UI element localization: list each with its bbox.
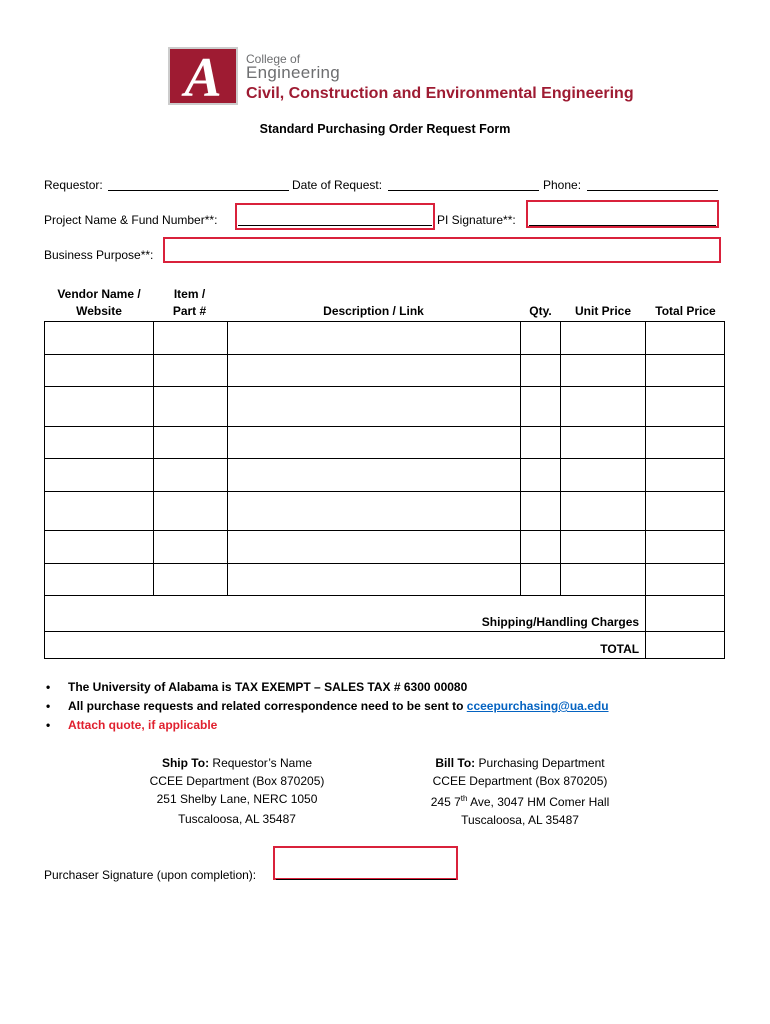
- qty-cell[interactable]: [521, 459, 561, 492]
- bill-to-label: Bill To:: [435, 756, 476, 770]
- ship-to-block: [137, 754, 337, 828]
- total-price-cell[interactable]: [646, 427, 725, 459]
- qty-cell[interactable]: [521, 322, 561, 355]
- vendor-cell[interactable]: [45, 531, 154, 564]
- item-cell[interactable]: [153, 564, 227, 596]
- ship-to-name: Requestor’s Name: [212, 756, 313, 770]
- bill-to-street: 245 7th Ave, 3047 HM Comer Hall: [430, 794, 610, 809]
- item-cell[interactable]: [153, 322, 227, 355]
- email-link[interactable]: cceepurchasing@ua.edu: [466, 699, 609, 713]
- note-correspondence: • All purchase requests and related correspondence need to be sent to cceepurchasing@ua.edu: [46, 697, 609, 716]
- table-row: [45, 322, 725, 355]
- pi-signature-label: PI Signature**:: [437, 213, 516, 227]
- header-unit-price: Unit Price: [574, 304, 631, 318]
- requestor-field[interactable]: [108, 190, 289, 191]
- vendor-cell[interactable]: [45, 387, 154, 427]
- shipping-label: Shipping/Handling Charges: [45, 596, 646, 632]
- purchaser-signature-label: Purchaser Signature (upon completion):: [44, 868, 257, 882]
- vendor-cell[interactable]: [45, 492, 154, 531]
- qty-cell[interactable]: [521, 427, 561, 459]
- bill-to-dept: CCEE Department (Box 870205): [432, 774, 608, 788]
- note-quote: • Attach quote, if applicable: [46, 716, 609, 735]
- description-cell[interactable]: [227, 492, 521, 531]
- table-row: [45, 459, 725, 492]
- ship-to-street: 251 Shelby Lane, NERC 1050: [156, 792, 318, 806]
- phone-field[interactable]: [587, 190, 718, 191]
- unit-price-cell[interactable]: [561, 387, 646, 427]
- total-row: [45, 632, 725, 659]
- qty-cell[interactable]: [521, 387, 561, 427]
- vendor-cell[interactable]: [45, 427, 154, 459]
- table-row: [45, 427, 725, 459]
- table-row: [45, 564, 725, 596]
- business-purpose-field[interactable]: [163, 237, 721, 263]
- description-cell[interactable]: [227, 459, 521, 492]
- shipping-row: [45, 596, 725, 632]
- bullet-icon: •: [46, 699, 51, 713]
- unit-price-cell[interactable]: [561, 322, 646, 355]
- shipping-cell[interactable]: [646, 596, 725, 632]
- total-price-cell[interactable]: [646, 459, 725, 492]
- ship-to-dept: CCEE Department (Box 870205): [149, 774, 325, 788]
- business-purpose-label: Business Purpose**:: [44, 248, 154, 262]
- table-row: [45, 355, 725, 387]
- pi-signature-field[interactable]: [526, 200, 719, 228]
- vendor-cell[interactable]: [45, 459, 154, 492]
- form-title: Standard Purchasing Order Request Form: [259, 122, 511, 136]
- notes-list: [46, 678, 609, 735]
- unit-price-cell[interactable]: [561, 492, 646, 531]
- header-item: Item / Part #: [172, 287, 207, 318]
- purchaser-signature-field[interactable]: [273, 846, 458, 880]
- bullet-icon: •: [46, 718, 51, 732]
- vendor-cell[interactable]: [45, 322, 154, 355]
- item-cell[interactable]: [153, 387, 227, 427]
- bill-to-name: Purchasing Department: [478, 756, 605, 770]
- table-row: [45, 492, 725, 531]
- bullet-icon: •: [46, 680, 51, 694]
- total-price-cell[interactable]: [646, 492, 725, 531]
- unit-price-cell[interactable]: [561, 564, 646, 596]
- total-label: TOTAL: [45, 632, 646, 659]
- header-qty: Qty.: [529, 304, 552, 318]
- project-underline: [238, 225, 432, 226]
- total-price-cell[interactable]: [646, 355, 725, 387]
- logo-department: Civil, Construction and Environmental Engineering: [246, 85, 634, 102]
- description-cell[interactable]: [227, 564, 521, 596]
- unit-price-cell[interactable]: [561, 459, 646, 492]
- unit-price-cell[interactable]: [561, 355, 646, 387]
- qty-cell[interactable]: [521, 564, 561, 596]
- item-cell[interactable]: [153, 492, 227, 531]
- description-cell[interactable]: [227, 322, 521, 355]
- table-row: [45, 531, 725, 564]
- ship-to-city: Tuscaloosa, AL 35487: [178, 812, 296, 826]
- qty-cell[interactable]: [521, 531, 561, 564]
- project-label: Project Name & Fund Number**:: [44, 213, 218, 227]
- bill-to-city: Tuscaloosa, AL 35487: [461, 813, 579, 827]
- unit-price-cell[interactable]: [561, 427, 646, 459]
- table-row: [45, 387, 725, 427]
- description-cell[interactable]: [227, 355, 521, 387]
- item-cell[interactable]: [153, 355, 227, 387]
- item-cell[interactable]: [153, 427, 227, 459]
- ship-to-label: Ship To:: [161, 756, 210, 770]
- header-description: Description / Link: [323, 304, 424, 318]
- pi-signature-underline: [529, 225, 716, 226]
- requestor-label: Requestor:: [44, 178, 103, 192]
- item-cell[interactable]: [153, 459, 227, 492]
- header-vendor: Vendor Name / Website: [57, 287, 141, 318]
- purchaser-signature-underline: [276, 879, 456, 880]
- note-tax: • The University of Alabama is TAX EXEMPT – SALES TAX # 6300 00080: [46, 678, 609, 697]
- items-table: [44, 321, 725, 659]
- description-cell[interactable]: [227, 427, 521, 459]
- item-cell[interactable]: [153, 531, 227, 564]
- qty-cell[interactable]: [521, 492, 561, 531]
- total-price-cell[interactable]: [646, 531, 725, 564]
- vendor-cell[interactable]: [45, 355, 154, 387]
- total-price-cell[interactable]: [646, 322, 725, 355]
- date-label: Date of Request:: [292, 178, 383, 192]
- description-cell[interactable]: [227, 531, 521, 564]
- total-cell[interactable]: [646, 632, 725, 659]
- total-price-cell[interactable]: [646, 564, 725, 596]
- bill-to-block: [425, 754, 615, 829]
- qty-cell[interactable]: [521, 355, 561, 387]
- logo-engineering: Engineering: [246, 63, 341, 82]
- date-field[interactable]: [388, 190, 539, 191]
- university-logo-icon: A: [168, 47, 238, 105]
- total-price-cell[interactable]: [646, 387, 725, 427]
- description-cell[interactable]: [227, 387, 521, 427]
- header-total-price: Total Price: [655, 304, 716, 318]
- vendor-cell[interactable]: [45, 564, 154, 596]
- logo-college-of: College of: [246, 52, 301, 66]
- phone-label: Phone:: [543, 178, 582, 192]
- unit-price-cell[interactable]: [561, 531, 646, 564]
